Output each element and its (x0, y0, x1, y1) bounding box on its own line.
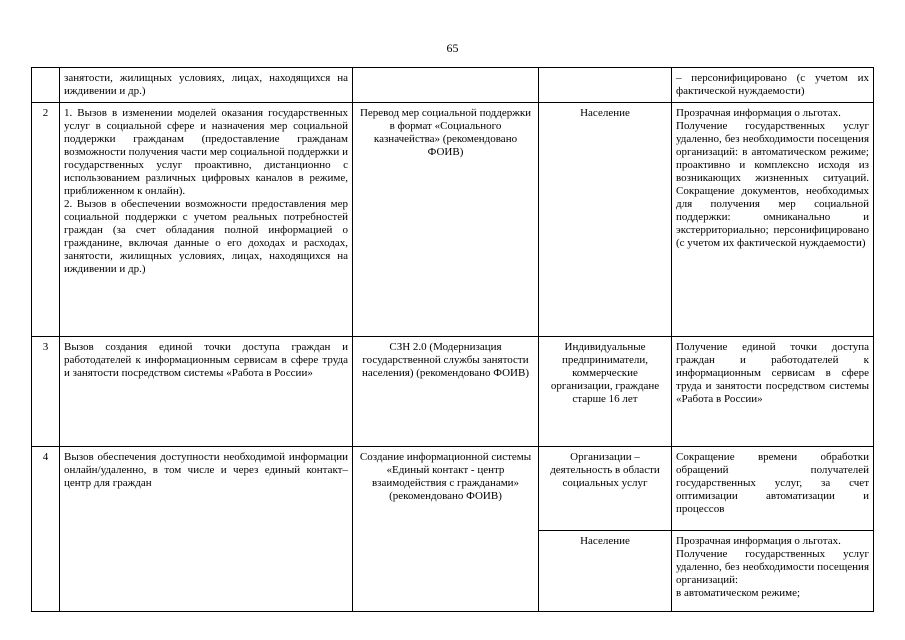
target-cell (539, 68, 672, 103)
challenge-cell (60, 68, 353, 103)
table-row (32, 68, 874, 103)
result-text: – персонифицировано (с учетом их фактической нуждаемости) (676, 72, 869, 97)
challenge-text: занятости, жилищных условиях, лицах, находящихся на иждивении и др.) (64, 72, 348, 97)
measure-cell (353, 68, 539, 103)
target-cell: Население (539, 103, 672, 337)
result-text: Прозрачная информация о льготах. (676, 535, 841, 547)
challenge-text: Вызов создания единой точки доступа граждан и работодателей к информационным сервисам в сфере труда и занятости посредством системы «Работа в России» (64, 341, 348, 379)
challenge-cell (60, 447, 353, 612)
challenge-text: 2. Вызов в обеспечении возможности предоставления мер социальной поддержки с учетом реальных потребностей граждан (за счет обладания полной информацией о гражданине, включая данные о его доходах и расходах, занятости, жилищных условиях, лицах, находящихся на иждивении и др.) (64, 198, 348, 275)
challenge-cell (60, 103, 353, 337)
measures-table (31, 67, 874, 612)
result-cell (672, 68, 874, 103)
table-row (32, 447, 874, 531)
result-text: Получение единой точки доступа граждан и работодателей к информационным сервисам в сфере труда и занятости посредством системы «Работа в России» (676, 341, 869, 405)
target-cell: Население (539, 531, 672, 612)
result-cell (672, 447, 874, 531)
challenge-text: 1. Вызов в изменении моделей оказания государственных услуг в социальной сфере и назначения мер социальной поддержки гражданам (предоставление гражданам возможности получения части мер социальной поддержки и государственных услуг проактивно, дистанционно с использованием различных цифровых каналов в режиме, приближенном к онлайн). (64, 107, 348, 197)
result-text: Прозрачная информация о льготах. (676, 107, 841, 119)
result-text: Сокращение времени обработки обращений получателей государственных услуг, за счет оптимизации автоматизации и процессов (676, 451, 869, 515)
result-text: в автоматическом режиме; (676, 587, 801, 599)
row-number: 4 (32, 447, 60, 612)
result-text: Получение государственных услуг удаленно, без необходимости посещения организаций: в автоматическом режиме; проактивно и комплексно исходя из возникающих жизненных ситуаций. Сокращение документов, необходимых для получения мер социальной поддержки: омниканально и экстерриториально; персонифицировано (с учетом их фактической нуждаемости) (676, 120, 869, 249)
challenge-cell (60, 337, 353, 447)
result-text: Получение государственных услуг удаленно, без необходимости посещения организаций: (676, 548, 869, 586)
row-number: 3 (32, 337, 60, 447)
measure-cell: Перевод мер социальной поддержки в формат «Социального казначейства» (рекомендовано ФОИВ) (353, 103, 539, 337)
result-cell (672, 337, 874, 447)
table-row (32, 337, 874, 447)
challenge-text: Вызов обеспечения доступности необходимой информации онлайн/удаленно, в том числе и через единый контакт–центр для граждан (64, 451, 348, 489)
measure-cell: Создание информационной системы «Единый контакт - центр взаимодействия с гражданами» (рекомендовано ФОИВ) (353, 447, 539, 612)
page-number: 65 (446, 41, 459, 55)
row-number (32, 68, 60, 103)
measure-cell: СЗН 2.0 (Модернизация государственной службы занятости населения) (рекомендовано ФОИВ) (353, 337, 539, 447)
table-row (32, 103, 874, 337)
result-cell (672, 103, 874, 337)
result-cell (672, 531, 874, 612)
row-number: 2 (32, 103, 60, 337)
target-cell: Организации – деятельность в области социальных услуг (539, 447, 672, 531)
target-cell: Индивидуальные предприниматели, коммерческие организации, граждане старше 16 лет (539, 337, 672, 447)
